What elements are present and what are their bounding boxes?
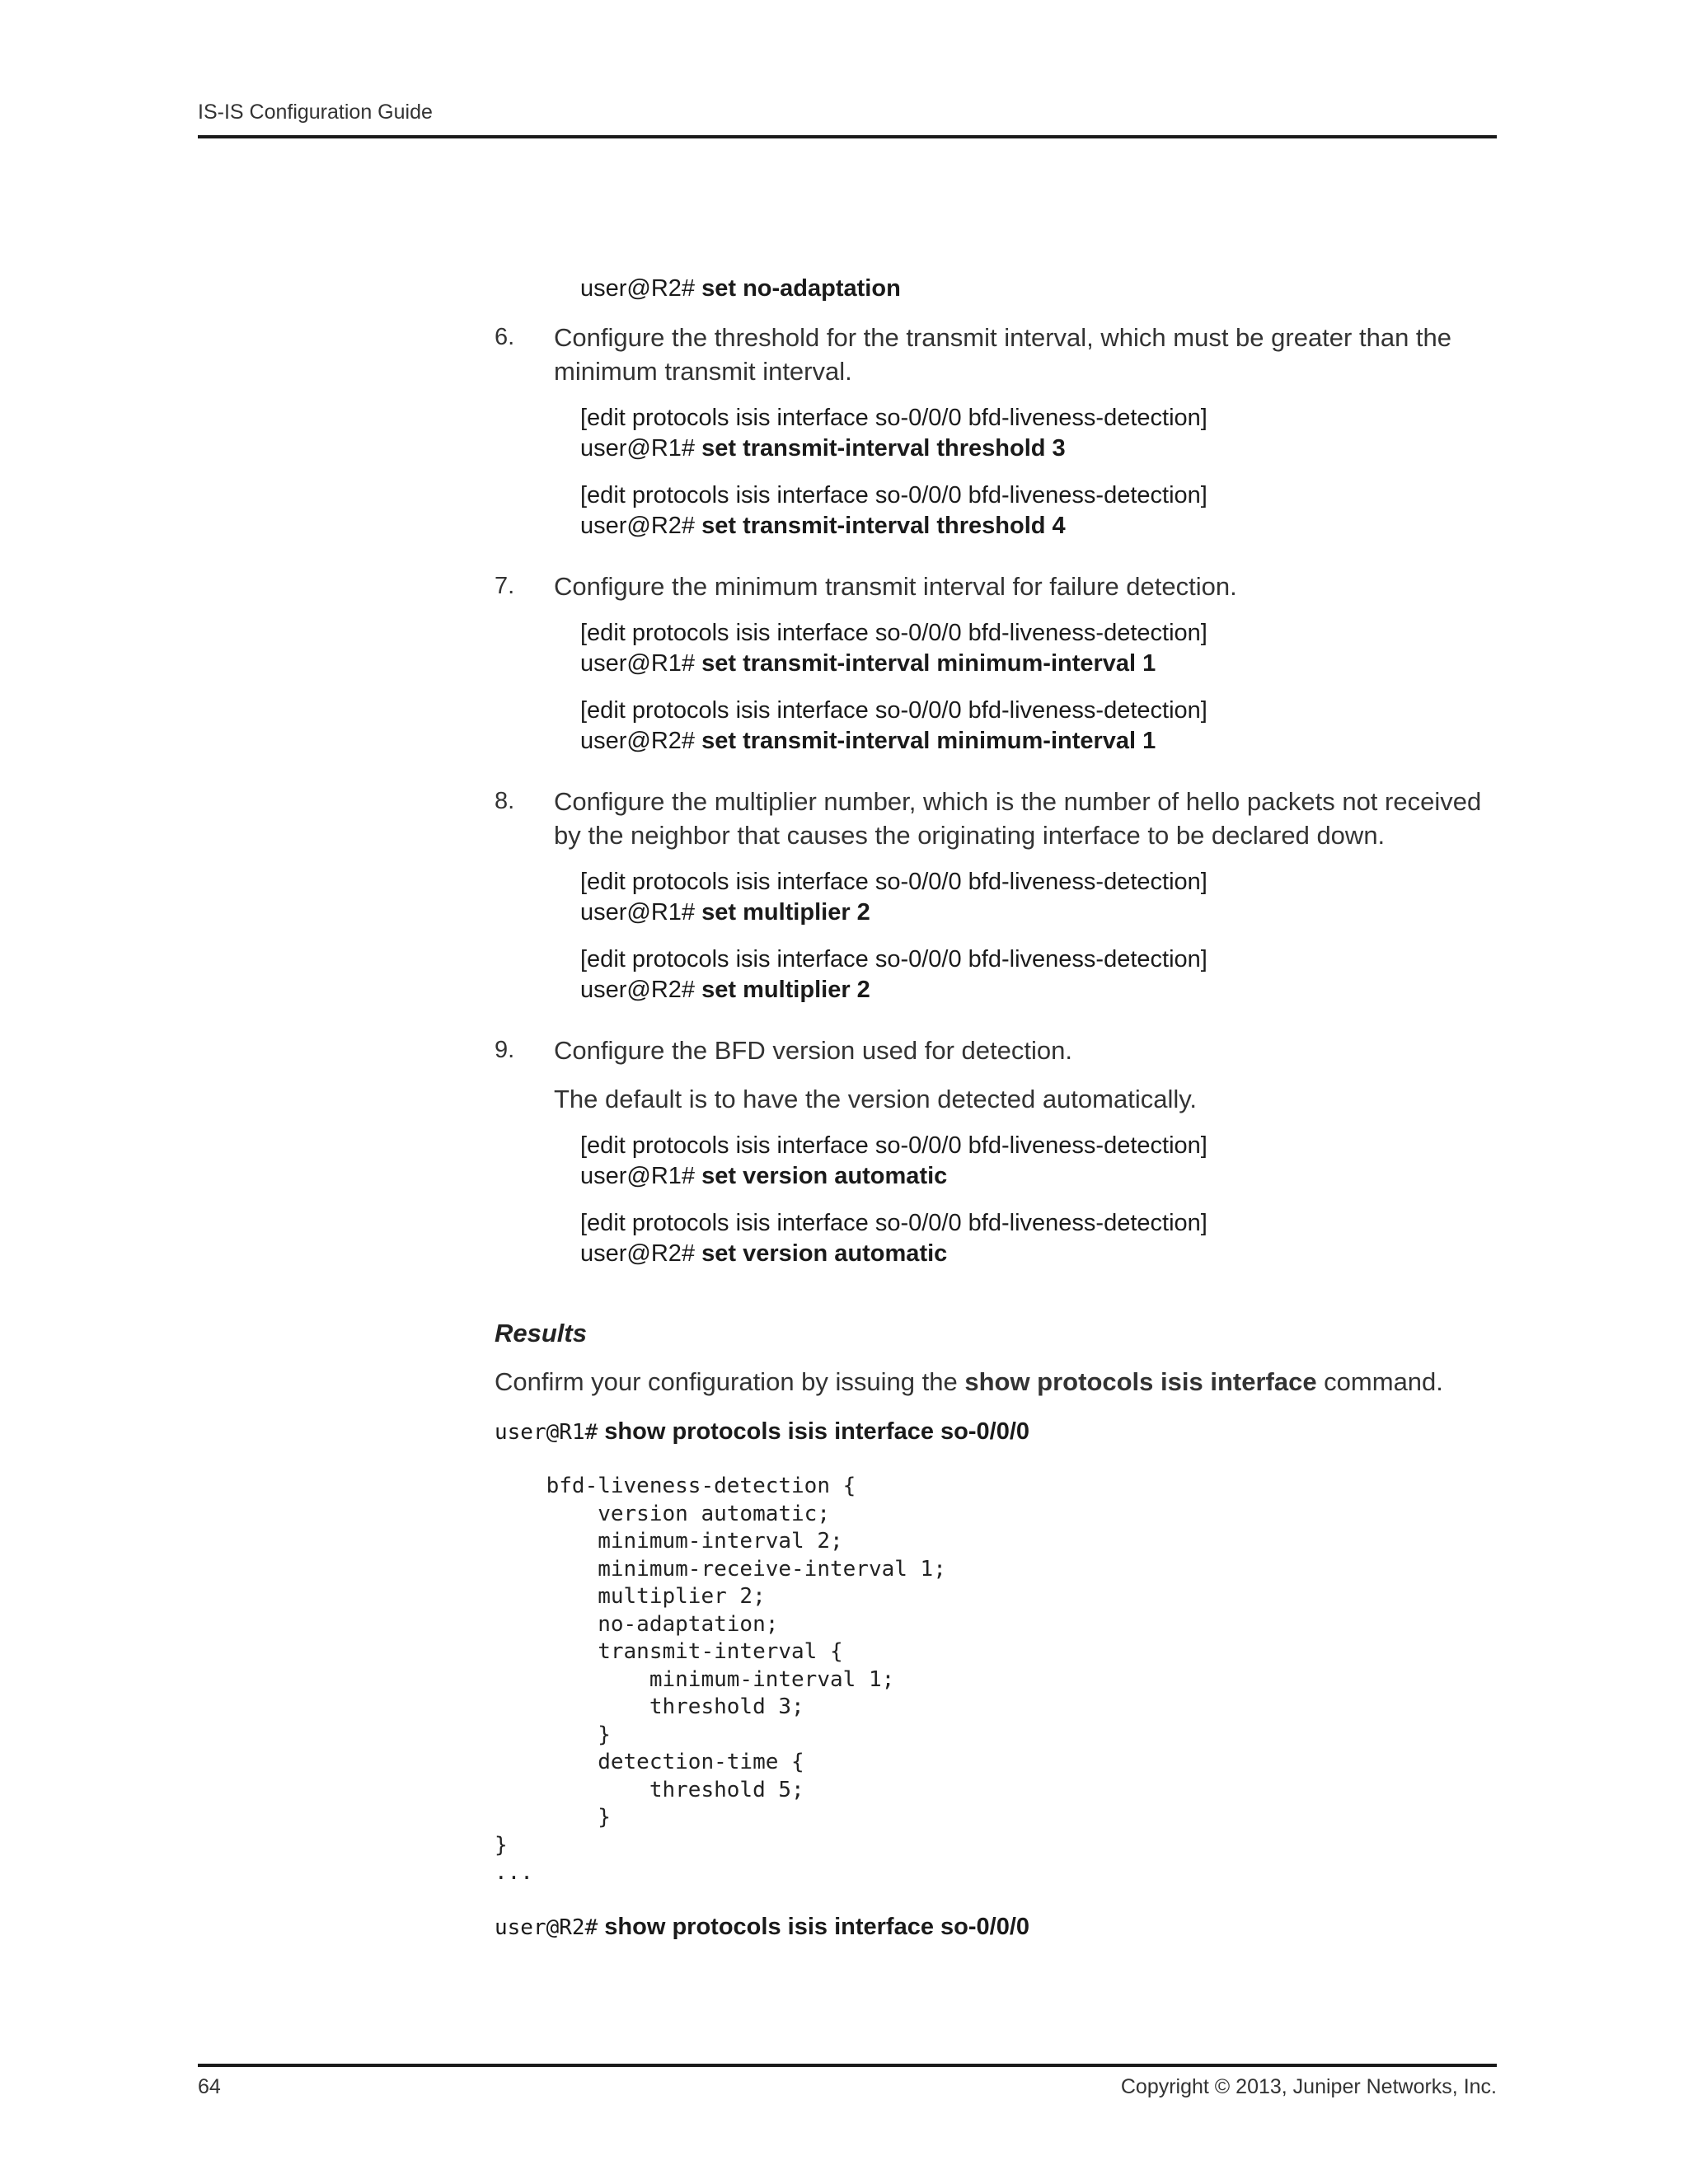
step-body: [554, 785, 1500, 1022]
step-text: Configure the multiplier number, which is the number of hello packets not received by the neighbor that causes the originating interface to be declared down.: [554, 787, 1482, 850]
step-note: The default is to have the version detected automatically.: [554, 1085, 1198, 1113]
step-6: [495, 321, 1500, 558]
command-line: [580, 1239, 1500, 1269]
cli-command: set multiplier 2: [701, 977, 870, 1003]
edit-context: [edit protocols isis interface so-0/0/0 bfd-liveness-detection]: [580, 482, 1207, 509]
results-text-command: show protocols isis interface: [964, 1367, 1317, 1396]
command-block: [580, 1208, 1500, 1269]
command-line: [580, 649, 1500, 679]
cli-prompt: user@R2#: [580, 275, 696, 302]
cli-command: set version automatic: [701, 1240, 948, 1267]
cli-command: set no-adaptation: [701, 275, 901, 302]
step-body: [554, 321, 1500, 558]
command-line: [580, 726, 1500, 757]
command-line: [580, 434, 1500, 464]
page-header: [198, 99, 1497, 138]
edit-context: [edit protocols isis interface so-0/0/0 bfd-liveness-detection]: [580, 405, 1207, 431]
results-text: [495, 1365, 1500, 1399]
copyright: Copyright © 2013, Juniper Networks, Inc.: [1120, 2075, 1497, 2098]
cli-command: show protocols isis interface so-0/0/0: [604, 1418, 1030, 1445]
step-number: 8.: [495, 788, 515, 814]
cli-prompt: user@R2#: [580, 977, 696, 1003]
cli-prompt: user@R2#: [580, 728, 696, 754]
command-block: [580, 696, 1500, 757]
step-9: [495, 1033, 1500, 1286]
step-body: [554, 569, 1500, 773]
cli-prompt: user@R1#: [580, 899, 696, 926]
results-heading: Results: [495, 1319, 587, 1347]
cli-prompt: user@R2#: [495, 1915, 598, 1940]
cli-command: show protocols isis interface so-0/0/0: [604, 1913, 1030, 1940]
cli-command: set transmit-interval threshold 3: [701, 435, 1066, 462]
step-text: Configure the minimum transmit interval for failure detection.: [554, 572, 1237, 601]
cli-prompt: user@R2#: [580, 513, 696, 539]
command-line: [580, 511, 1500, 541]
edit-context: [edit protocols isis interface so-0/0/0 bfd-liveness-detection]: [580, 1132, 1207, 1159]
cli-command: set transmit-interval threshold 4: [701, 513, 1066, 539]
command-block: [580, 944, 1500, 1005]
step-number: 9.: [495, 1037, 515, 1063]
step-text: Configure the BFD version used for detection.: [554, 1036, 1072, 1065]
config-output: bfd-liveness-detection { version automatic; minimum-interval 2; minimum-receive-interval 1; multiplier 2; no-adaptation; transmit-interval { minimum-interval 1; threshold 3; } detection-time { threshold 5; } } ...: [495, 1474, 946, 1885]
edit-context: [edit protocols isis interface so-0/0/0 bfd-liveness-detection]: [580, 946, 1207, 972]
page-footer: [198, 2064, 1497, 2103]
command-line: [580, 975, 1500, 1005]
cli-command: set multiplier 2: [701, 899, 870, 926]
cli-prompt: user@R1#: [580, 650, 696, 677]
command-block: [580, 480, 1500, 541]
step-8: [495, 785, 1500, 1022]
header-title: IS-IS Configuration Guide: [198, 101, 433, 124]
intro-command: [580, 274, 1500, 304]
edit-context: [edit protocols isis interface so-0/0/0 bfd-liveness-detection]: [580, 1210, 1207, 1236]
main-content: [495, 274, 1500, 1968]
command-line: [580, 274, 1500, 304]
step-number: 6.: [495, 324, 515, 350]
results-text-before: Confirm your configuration by issuing the: [495, 1367, 965, 1396]
step-text: Configure the threshold for the transmit interval, which must be greater than the minimum transmit interval.: [554, 323, 1452, 386]
results-text-after: command.: [1316, 1367, 1443, 1396]
r2-show-command: [495, 1912, 1500, 1943]
edit-context: [edit protocols isis interface so-0/0/0 bfd-liveness-detection]: [580, 869, 1207, 895]
command-block: [580, 1131, 1500, 1192]
cli-prompt: user@R1#: [495, 1420, 598, 1445]
command-line: [580, 1161, 1500, 1192]
cli-prompt: user@R1#: [580, 1163, 696, 1189]
command-block: [580, 403, 1500, 464]
cli-command: set version automatic: [701, 1163, 948, 1189]
command-block: [580, 867, 1500, 928]
page-number: 64: [198, 2075, 221, 2098]
edit-context: [edit protocols isis interface so-0/0/0 bfd-liveness-detection]: [580, 697, 1207, 724]
command-line: [580, 898, 1500, 928]
edit-context: [edit protocols isis interface so-0/0/0 bfd-liveness-detection]: [580, 620, 1207, 646]
step-body: [554, 1033, 1500, 1286]
cli-command: set transmit-interval minimum-interval 1: [701, 650, 1156, 677]
r1-show-command: [495, 1417, 1500, 1448]
cli-prompt: user@R1#: [580, 435, 696, 462]
step-7: [495, 569, 1500, 773]
cli-prompt: user@R2#: [580, 1240, 696, 1267]
step-number: 7.: [495, 573, 515, 599]
command-block: [580, 618, 1500, 679]
cli-command: set transmit-interval minimum-interval 1: [701, 728, 1156, 754]
